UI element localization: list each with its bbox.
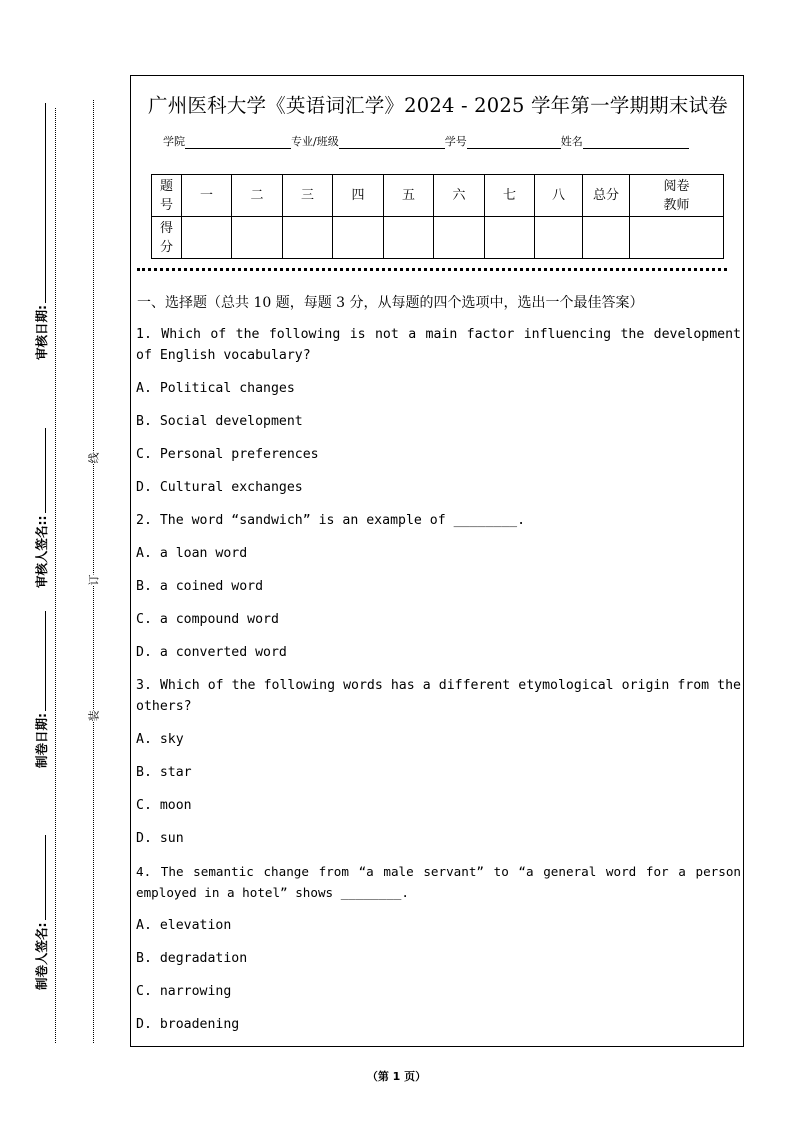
margin-dotted-line-right bbox=[93, 100, 94, 1043]
section-divider bbox=[137, 268, 727, 271]
college-blank[interactable] bbox=[185, 136, 291, 149]
paper-date-blank[interactable] bbox=[37, 611, 46, 711]
score-cell-5[interactable] bbox=[384, 217, 434, 259]
option-c[interactable]: C. a compound word bbox=[136, 612, 279, 627]
margin-dotted-line-left bbox=[55, 108, 56, 1043]
page-number: （第 1 页） bbox=[366, 1070, 427, 1083]
option-d[interactable]: D. sun bbox=[136, 831, 184, 846]
binding-char-mount: 装 bbox=[87, 710, 101, 722]
paper-maker-signature-label: 制卷人签名: bbox=[32, 836, 50, 991]
score-cell-3[interactable] bbox=[283, 217, 333, 259]
score-table bbox=[151, 174, 724, 259]
paper-date-label: 制卷日期: bbox=[32, 611, 50, 768]
question-list bbox=[136, 324, 741, 1035]
option-b[interactable]: B. Social development bbox=[136, 414, 303, 429]
option-d[interactable]: D. a converted word bbox=[136, 645, 287, 660]
col-8: 八 bbox=[535, 175, 583, 217]
score-cell-total[interactable] bbox=[583, 217, 630, 259]
student-id-label: 学号 bbox=[444, 135, 467, 148]
col-6: 六 bbox=[434, 175, 485, 217]
option-c[interactable]: C. narrowing bbox=[136, 984, 232, 999]
score-cell-1[interactable] bbox=[182, 217, 232, 259]
question-4 bbox=[136, 861, 741, 1035]
student-info-row bbox=[163, 133, 689, 149]
question-1 bbox=[136, 324, 741, 510]
option-b[interactable]: B. a coined word bbox=[136, 579, 264, 594]
binding-char-bind: 订 bbox=[87, 574, 101, 586]
question-stem: 2. The word “sandwich” is an example of ________. bbox=[136, 513, 526, 528]
score-table-score-row bbox=[152, 217, 724, 259]
major-blank[interactable] bbox=[339, 136, 445, 149]
name-label: 姓名 bbox=[560, 135, 583, 148]
option-c[interactable]: C. Personal preferences bbox=[136, 447, 319, 462]
score-cell-7[interactable] bbox=[485, 217, 535, 259]
option-a[interactable]: A. elevation bbox=[136, 918, 232, 933]
col-5: 五 bbox=[384, 175, 434, 217]
option-d[interactable]: D. broadening bbox=[136, 1017, 240, 1032]
col-4: 四 bbox=[333, 175, 384, 217]
paper-maker-signature-blank[interactable] bbox=[37, 836, 46, 921]
review-date-label: 审核日期: bbox=[32, 103, 50, 360]
score-cell-grader[interactable] bbox=[630, 217, 724, 259]
option-b[interactable]: B. degradation bbox=[136, 951, 248, 966]
score-cell-4[interactable] bbox=[333, 217, 384, 259]
question-stem: 1. Which of the following is not a main factor influencing the development of English vocabulary? bbox=[136, 327, 741, 363]
major-label: 专业/班级 bbox=[291, 135, 339, 148]
exam-frame bbox=[130, 75, 744, 1047]
score-cell-2[interactable] bbox=[232, 217, 283, 259]
student-id-blank[interactable] bbox=[467, 136, 561, 149]
option-a[interactable]: A. a loan word bbox=[136, 546, 248, 561]
question-2 bbox=[136, 510, 741, 675]
binding-char-line: 线 bbox=[87, 452, 101, 464]
col-1: 一 bbox=[182, 175, 232, 217]
option-a[interactable]: A. sky bbox=[136, 732, 184, 747]
question-stem: 4. The semantic change from “a male servant” to “a general word for a person employed in a hotel” shows ________. bbox=[136, 864, 741, 900]
reviewer-signature-label: 审核人签名:: bbox=[32, 429, 50, 589]
question-stem: 3. Which of the following words has a different etymological origin from the others? bbox=[136, 678, 741, 714]
name-blank[interactable] bbox=[583, 136, 689, 149]
option-a[interactable]: A. Political changes bbox=[136, 381, 295, 396]
score-cell-6[interactable] bbox=[434, 217, 485, 259]
col-2: 二 bbox=[232, 175, 283, 217]
section-title: 一、选择题（总共 10 题，每题 3 分，从每题的四个选项中，选出一个最佳答案） bbox=[137, 295, 644, 311]
review-date-blank[interactable] bbox=[37, 103, 46, 303]
grader-label: 阅卷教师 bbox=[630, 175, 724, 217]
score-cell-8[interactable] bbox=[535, 217, 583, 259]
col-3: 三 bbox=[283, 175, 333, 217]
college-label: 学院 bbox=[163, 135, 185, 148]
exam-title: 广州医科大学《英语词汇学》2024 - 2025 学年第一学期期末试卷 bbox=[148, 94, 728, 117]
option-d[interactable]: D. Cultural exchanges bbox=[136, 480, 303, 495]
score-table-header-row bbox=[152, 175, 724, 217]
option-b[interactable]: B. star bbox=[136, 765, 192, 780]
score-label: 得分 bbox=[152, 217, 182, 259]
question-3 bbox=[136, 675, 741, 861]
question-number-label: 题号 bbox=[152, 175, 182, 217]
option-c[interactable]: C. moon bbox=[136, 798, 192, 813]
col-total: 总分 bbox=[583, 175, 630, 217]
col-7: 七 bbox=[485, 175, 535, 217]
reviewer-signature-blank[interactable] bbox=[37, 429, 46, 514]
